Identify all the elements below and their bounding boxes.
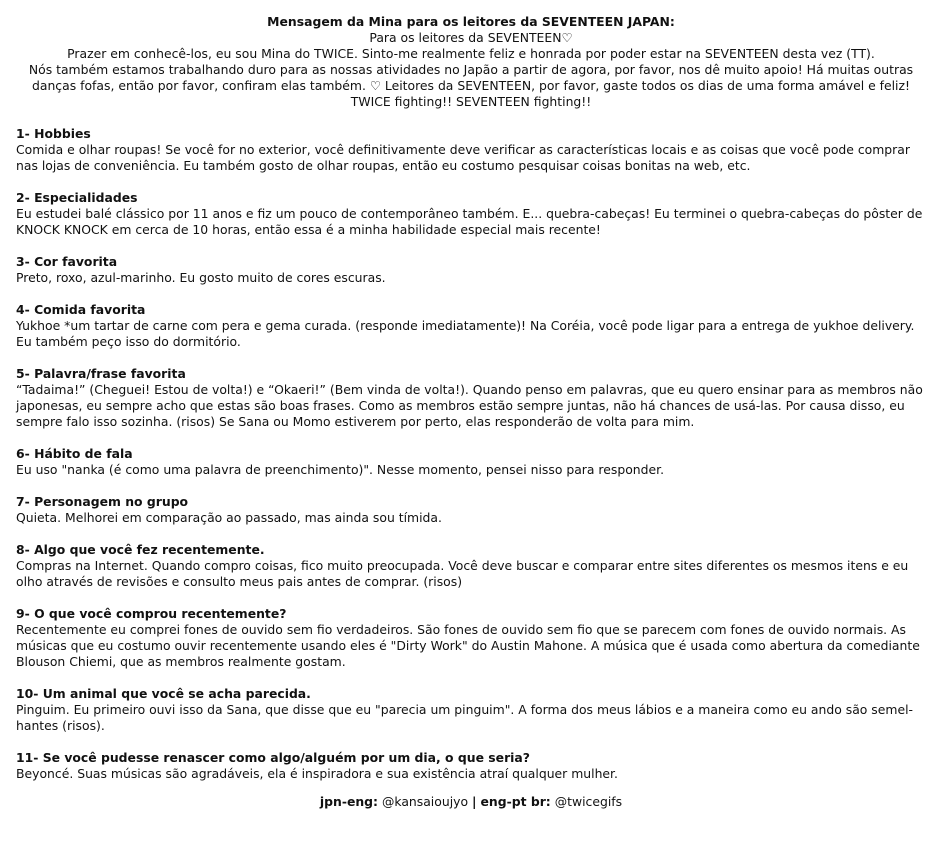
section-body: Comida e olhar roupas! Se você for no exterior, você definitivamente deve verificar as características locais e as coisas que você pode comprar nas lojas de conveniência. Eu também gosto de olhar roupas, então eu costumo pesquisar coisas bonitas na web, etc. bbox=[16, 142, 910, 173]
section-body: Recentemente eu comprei fones de ouvido sem fio verdadeiros. São fones de ouvido sem fio que se parecem com fones de ouvido normais. As músicas que eu costumo ouvir recentemente usando eles é "Dirty Work" do Austin Mahone. A música que é usada como abertura da comediante Blouson Chiemi, que as membros realmente gostam. bbox=[16, 622, 920, 669]
section-animal bbox=[16, 686, 926, 734]
section-title: 9- O que você comprou recentemente? bbox=[16, 606, 287, 621]
section-body: Eu estudei balé clássico por 11 anos e fiz um pouco de contemporâneo também. E... quebra-cabeças! Eu terminei o quebra-cabeças do pôster de KNOCK KNOCK em cerca de 10 horas, então essa é a minha habilidade especial mais recente! bbox=[16, 206, 923, 237]
section-title: 10- Um animal que você se acha parecida. bbox=[16, 686, 311, 701]
section-body: Preto, roxo, azul-marinho. Eu gosto muito de cores escuras. bbox=[16, 270, 386, 285]
section-body: Eu uso "nanka (é como uma palavra de preenchimento)". Nesse momento, pensei nisso para responder. bbox=[16, 462, 665, 477]
section-specialties bbox=[16, 190, 926, 238]
section-title: 6- Hábito de fala bbox=[16, 446, 133, 461]
section-speech-habit bbox=[16, 446, 926, 478]
intro-greeting: Para os leitores da SEVENTEEN♡ bbox=[369, 30, 573, 45]
section-group-character bbox=[16, 494, 926, 526]
section-title: 5- Palavra/frase favorita bbox=[16, 366, 186, 381]
credit-label-jpn-eng: jpn-eng: bbox=[319, 794, 379, 809]
intro-message bbox=[16, 14, 926, 110]
section-title: 2- Especialidades bbox=[16, 190, 138, 205]
credit-label-eng-pt: eng-pt br: bbox=[480, 794, 551, 809]
section-title: 4- Comida favorita bbox=[16, 302, 146, 317]
translation-credits bbox=[16, 794, 926, 810]
section-title: 8- Algo que você fez recentemente. bbox=[16, 542, 265, 557]
section-reborn bbox=[16, 750, 926, 782]
credit-handle-eng-pt: @twicegifs bbox=[554, 794, 623, 809]
intro-title: Mensagem da Mina para os leitores da SEVENTEEN JAPAN: bbox=[267, 14, 675, 29]
section-favorite-phrase bbox=[16, 366, 926, 430]
intro-paragraph-1: Prazer em conhecê-los, eu sou Mina do TWICE. Sinto-me realmente feliz e honrada por poder estar na SEVENTEEN desta vez (TT). bbox=[67, 46, 875, 61]
intro-paragraph-2: Nós também estamos trabalhando duro para as nossas atividades no Japão a partir de agora, por favor, nos dê muito apoio! Há muitas outras danças fofas, então por favor, confiram elas também. ♡ Leitores da SEVENTEEN, por favor, gaste todos os dias de uma forma amável e feliz! bbox=[28, 62, 914, 93]
section-body: Compras na Internet. Quando compro coisas, fico muito preocupada. Você deve buscar e comparar entre sites diferentes os mesmos itens e eu olho através de revisões e consulto meus pais antes de comprar. (risos) bbox=[16, 558, 909, 589]
section-title: 3- Cor favorita bbox=[16, 254, 118, 269]
credit-separator: | bbox=[472, 794, 477, 809]
section-body: Pinguim. Eu primeiro ouvi isso da Sana, que disse que eu "parecia um pinguim". A forma dos meus lábios e a maneira como eu ando são semel-hantes (risos). bbox=[16, 702, 913, 733]
section-body: “Tadaima!” (Cheguei! Estou de volta!) e “Okaeri!” (Bem vinda de volta!). Quando penso em palavras, que eu quero ensinar para as membros não japonesas, eu sempre acho que estas são boas frases. Como as membros estão sempre juntas, não há chances de usá-las. Por causa disso, eu sempre falo isso sozinha. (risos) Se Sana ou Momo estiverem por perto, elas responderão de volta para mim. bbox=[16, 382, 923, 429]
intro-closing: TWICE fighting!! SEVENTEEN fighting!! bbox=[350, 94, 592, 109]
section-favorite-color bbox=[16, 254, 926, 286]
section-title: 7- Personagem no grupo bbox=[16, 494, 189, 509]
section-title: 1- Hobbies bbox=[16, 126, 91, 141]
section-recent-activity bbox=[16, 542, 926, 590]
section-body: Quieta. Melhorei em comparação ao passado, mas ainda sou tímida. bbox=[16, 510, 442, 525]
section-recent-purchase bbox=[16, 606, 926, 670]
section-body: Yukhoe *um tartar de carne com pera e gema curada. (responde imediatamente)! Na Coréia, você pode ligar para a entrega de yukhoe delivery. Eu também peço isso do dormitório. bbox=[16, 318, 915, 349]
section-title: 11- Se você pudesse renascer como algo/alguém por um dia, o que seria? bbox=[16, 750, 530, 765]
section-favorite-food bbox=[16, 302, 926, 350]
section-hobbies bbox=[16, 126, 926, 174]
section-body: Beyoncé. Suas músicas são agradáveis, ela é inspiradora e sua existência atraí qualquer mulher. bbox=[16, 766, 618, 781]
credit-handle-jpn-eng: @kansaioujyo bbox=[381, 794, 469, 809]
